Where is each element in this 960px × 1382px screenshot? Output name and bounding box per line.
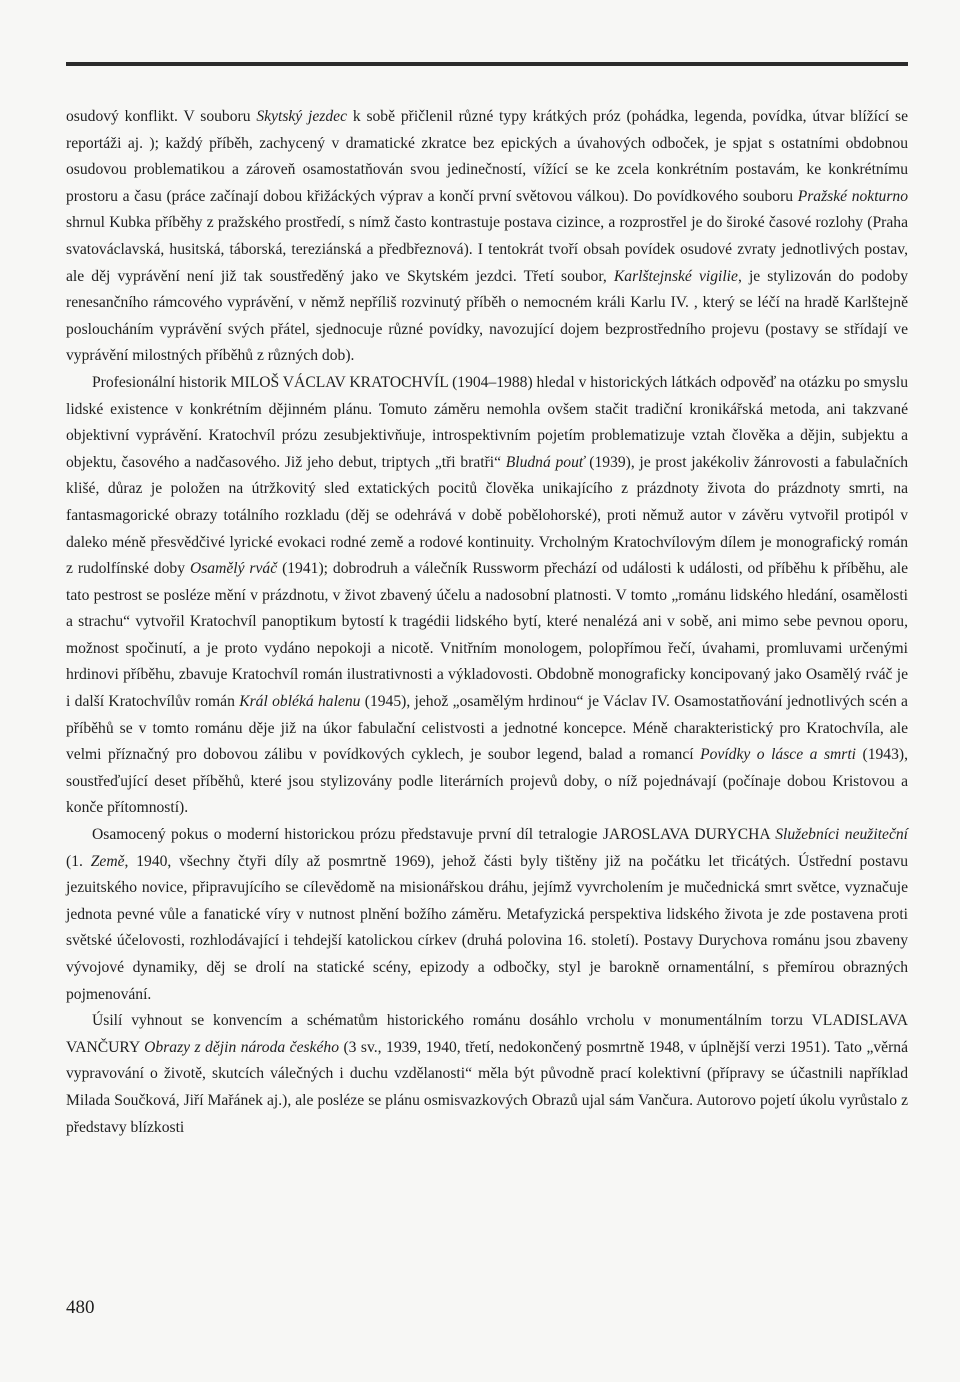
italic-title: Povídky o lásce a smrti [700, 746, 857, 764]
text-run: Úsilí vyhnout se konvencím a schématům historického románu dosáhlo vrcholu v monumentálním torzu VLADISLAVA VANČURY [66, 1012, 908, 1056]
text-run: osudový konflikt. V souboru [66, 108, 257, 125]
italic-title: Král obléká halenu [239, 693, 361, 711]
text-run: (1941); dobrodruh a válečník Russworm přechází od události k události, od příběhu k příběhu, ale tato pestrost se posléze mění v prázdnotu, v život zbavený účelu a nadosobní platnosti. V tomto „románu lidského hledání, osamělosti a strachu“ vytvořil Kratochvíl panoptikum bytostí k tragédii lidského bytí, které nenalézá ani v sobě, ani mimo sebe pevnou oporu, možnost spočinutí, a je proto vydáno nepokoji a nicotě. Vnitřním monologem, polopřímou řečí, úvahami, promluvami určenými hrdinovi příběhu, zbavuje Kratochvíl román ilustrativnosti a výkladovosti. Obdobně monograficky koncipovaný jako Osamělý rváč je i další Kratochvílův román [66, 560, 908, 711]
top-rule [66, 62, 908, 66]
italic-title: Pražské nokturno [797, 187, 909, 205]
text-run: Profesionální historik MILOŠ VÁCLAV KRATOCHVÍL (1904–1988) hledal v historických látkách odpověď na otázku po smyslu lidské existence v konkrétním dějinném plánu. Tomuto záměru nemohla ovšem stačit tradiční kronikářská metoda, ani takzvané objektivní vyprávění. Kratochvíl prózu zesubjektivňuje, introspektivním pojetím problematizuje vztah člověka a dějin, subjektu a objektu, časového a nadčasového. Již jeho debut, triptych „tři bratři“ [66, 373, 908, 471]
paragraph-1 [66, 104, 908, 370]
text-run: (1943), soustřeďující deset příběhů, které jsou stylizovány podle literárních projevů doby, o níž pojednávají (počínaje dobou Kristovou a konče přítomností). [66, 746, 908, 817]
paragraph-3 [66, 822, 908, 1008]
italic-title: Země [90, 852, 125, 870]
text-run: (1945), jehož „osamělým hrdinou“ je Václav IV. Osamostatňování jednotlivých scén a příběhů se v tomto románu děje již na úkor fabulační celistvosti a jednotné koncepce. Méně charakteristický pro Kratochvíla, ale velmi příznačný pro dobovou zálibu v povídkových cyklech, je soubor legend, balad a romancí [66, 693, 908, 764]
text-run: (1939), je prost jakékoliv žánrovosti a fabulačních klišé, důraz je položen na útržkovitý sled extatických pocitů člověka unikajícího z prázdnoty života do prázdnoty smrti, na fantasmagorické obrazy totálního rozkladu (děj se odehrává v době pobělohorské), proti němuž autor v závěru vytvořil protipól v daleko méně přesvědčivé lyrické evokaci rodné země a rodové kontinuity. Vrcholným Kratochvílovým dílem je monografický román z rudolfínské doby [66, 453, 908, 578]
text-run: k sobě přičlenil různé typy krátkých próz (pohádka, legenda, povídka, útvar blížící se reportáži aj. ); každý příběh, zachycený v dramatické zkratce bez epických a úvahových odboček, je spjat s ostatními obdobnou osudovou problematikou a zároveň osamostatňován svou jedinečností, vížící se ke zcela konkrétním postavám, ke konkrétnímu prostoru a času (práce začínají dobou křižáckých výprav a končí první světovou válkou). Do povídkového souboru [66, 108, 909, 205]
text-run: (3 sv., 1939, 1940, třetí, nedokončený posmrtně 1948, v úplnější verzi 1951). Tato „věrná vypravování o životě, skutcích válečných i duchu vzdělanosti“ měla být původně prací kolektivní (přípravy se účastnili například Milada Součková, Jiří Mařánek aj.), ale posléze se plánu osmisvazkových Obrazů ujal sám Vančura. Autorovo pojetí úkolu vyrůstalo z představy blízkosti [66, 1038, 908, 1136]
text-run: (1. [66, 852, 91, 870]
italic-title: Služebníci neužiteční [775, 826, 908, 844]
text-run: , je stylizován do podoby renesančního rámcového vyprávění, v němž nepříliš rozvinutý příběh o nemocném králi Karlu IV. , který se léčí na hradě Karlštejně posloucháním vyprávění svých přátel, sjednocuje různé povídky, navozující dojem bezprostředního projevu (postavy se střídají ve vyprávění milostných příběhů z různých dob). [66, 267, 908, 365]
text-run: shrnul Kubka příběhy z pražského prostředí, s nímž často kontrastuje postava cizince, a rozprostřel je do široké časové rozlohy (Praha svatováclavská, husitská, táborská, tereziánská a předbřeznová). I tentokrát tvoří obsah povídek osudové zvraty jednotlivých postav, ale děj vyprávění není již tak soustředěný jako ve Skytském jezdci. Třetí soubor, [66, 214, 908, 285]
italic-title: Osamělý rváč [189, 560, 278, 578]
italic-title: Karlštejnské vigilie [613, 267, 738, 285]
paragraph-2 [66, 370, 908, 822]
text-run: , 1940, všechny čtyři díly až posmrtně 1969), jehož části byly tištěny již na počátku let třicátých. Ústřední postavu jezuitského novice, připravujícího se cílevědomě na misionářskou dráhu, jejímž vyvrcholením je mučednická smrt světce, vyznačuje jednota pevné vůle a fanatické víry v nutnost plnění božího záměru. Metafyzická perspektiva lidského života je zde postavena proti světské účelovosti, rozhlodávající i tehdejší katolickou církev (druhá polovina 16. století). Postavy Durychova románu jsou zbaveny vývojové dynamiky, děj se drolí na statické scény, epizody a odbočky, styl je barokně ornamentální, s přemírou obrazných pojmenování. [66, 852, 908, 1003]
paragraph-4 [66, 1008, 908, 1141]
body-text [66, 104, 908, 1141]
italic-title: Skytský jezdec [256, 108, 348, 125]
page-number: 480 [66, 1297, 95, 1318]
italic-title: Bludná pouť [505, 453, 585, 471]
italic-title: Obrazy z dějin národa českého [144, 1038, 339, 1056]
text-run: Osamocený pokus o moderní historickou prózu představuje první díl tetralogie JAROSLAVA DURYCHA [92, 826, 776, 844]
